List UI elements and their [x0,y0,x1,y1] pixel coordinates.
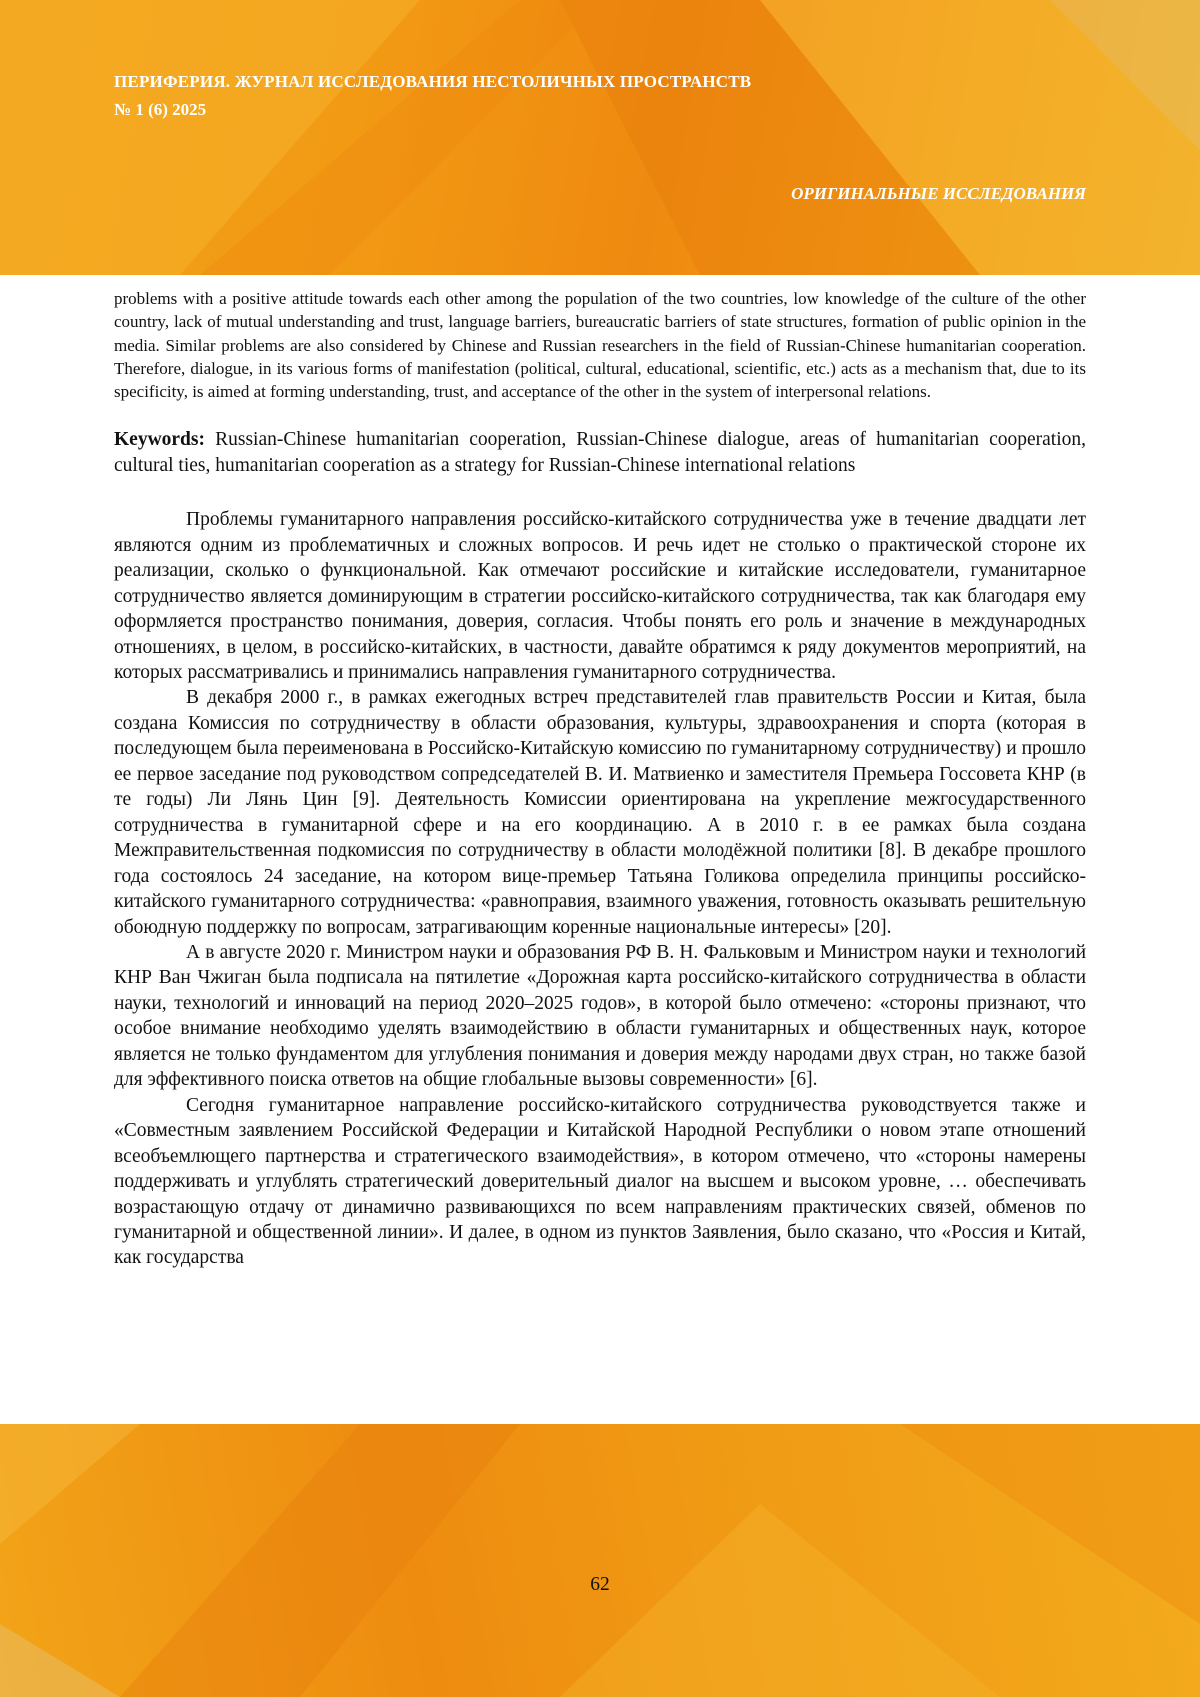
body-paragraph: А в августе 2020 г. Министром науки и образования РФ В. Н. Фальковым и Министром науки и технологий КНР Ван Чжиган была подписала на пятилетие «Дорожная карта российско-китайского сотрудничества в области науки, технологий и инноваций на период 2020–2025 годов», в которой было отмечено: «стороны признают, что особое внимание необходимо уделять взаимодействию в области гуманитарных и общественных наук, которое является не только фундаментом для углубления понимания и доверия между народами двух стран, но также базой для эффективного поиска ответов на общие глобальные вызовы современности» [6]. [114,942,1086,1091]
keywords-label: Keywords: [114,429,205,451]
body-text [114,507,1086,1271]
issue-number: № 1 (6) 2025 [114,100,207,119]
body-paragraph: Сегодня гуманитарное направление российско-китайского сотрудничества руководствуется также и «Совместным заявлением Российской Федерации и Китайской Народной Республики о новом этапе отношений всеобъемлющего партнерства и стратегического взаимодействия», в котором отмечено, что «стороны намерены поддерживать и углублять стратегический доверительный диалог на высшем и высоком уровне, … обеспечивать возрастающую отдачу от динамично развивающихся по всем направлениям практических связей, обменов по гуманитарной и общественной линии». И далее, в одном из пунктов Заявления, было сказано, что «Россия и Китай, как государства [114,1094,1086,1269]
page-content [114,287,1086,1271]
header-decoration [0,0,1200,275]
footer-decoration [0,1424,1200,1697]
header-band [0,0,1200,275]
keywords-block [114,427,1086,478]
body-paragraph: В декабря 2000 г., в рамках ежегодных встреч представителей глав правительств России и Китая, была создана Комиссия по сотрудничеству в области образования, культуры, здравоохранения и спорта (которая в последующем была переименована в Российско-Китайскую комиссию по гуманитарному сотрудничеству) и прошло ее первое заседание под руководством сопредседателей В. И. Матвиенко и заместителя Премьера Госсовета КНР (в те годы) Ли Лянь Цин [9]. Деятельность Комиссии ориентирована на укрепление межгосударственного сотрудничества в гуманитарной сфере и на его координацию. А в 2010 г. в ее рамках была создана Межправительственная подкомиссия по сотрудничеству в области молодёжной политики [8]. В декабре прошлого года состоялось 24 заседание, на котором вице-премьер Татьяна Голикова определила принципы российско-китайского гуманитарного сотрудничества: «равноправия, взаимного уважения, готовность оказывать решительную обоюдную поддержку по вопросам, затрагивающим коренные национальные интересы» [20]. [114,687,1086,938]
section-heading: ОРИГИНАЛЬНЫЕ ИССЛЕДОВАНИЯ [791,184,1086,203]
footer-band [0,1424,1200,1697]
page-number: 62 [590,1574,610,1595]
keywords-text: Russian-Chinese humanitarian cooperation, Russian-Chinese dialogue, areas of humanitarian cooperation, cultural ties, humanitarian cooperation as a strategy for Russian-Chinese international relations [114,429,1086,476]
body-paragraph: Проблемы гуманитарного направления российско-китайского сотрудничества уже в течение двадцати лет являются одним из проблематичных и сложных вопросов. И речь идет не столько о практической стороне их реализации, сколько о функциональной. Как отмечают российские и китайские исследователи, гуманитарное сотрудничество является доминирующим в стратегии российско-китайского сотрудничества, так как благодаря ему оформляется пространство понимания, доверия, согласия. Чтобы понять его роль и значение в международных отношениях, в целом, в российско-китайских, в частности, давайте обратимся к ряду документов мероприятий, на которых рассматривались и принимались направления гуманитарного сотрудничества. [114,509,1086,684]
journal-title: ПЕРИФЕРИЯ. ЖУРНАЛ ИССЛЕДОВАНИЯ НЕСТОЛИЧНЫХ ПРОСТРАНСТВ [114,72,752,91]
abstract-continuation: problems with a positive attitude towards each other among the population of the two countries, low knowledge of the culture of the other country, lack of mutual understanding and trust, language barriers, bureaucratic barriers of state structures, formation of public opinion in the media. Similar problems are also considered by Chinese and Russian researchers in the field of Russian-Chinese humanitarian cooperation. Therefore, dialogue, in its various forms of manifestation (political, cultural, educational, scientific, etc.) acts as a mechanism that, due to its specificity, is aimed at forming understanding, trust, and acceptance of the other in the system of interpersonal relations. [114,289,1086,402]
